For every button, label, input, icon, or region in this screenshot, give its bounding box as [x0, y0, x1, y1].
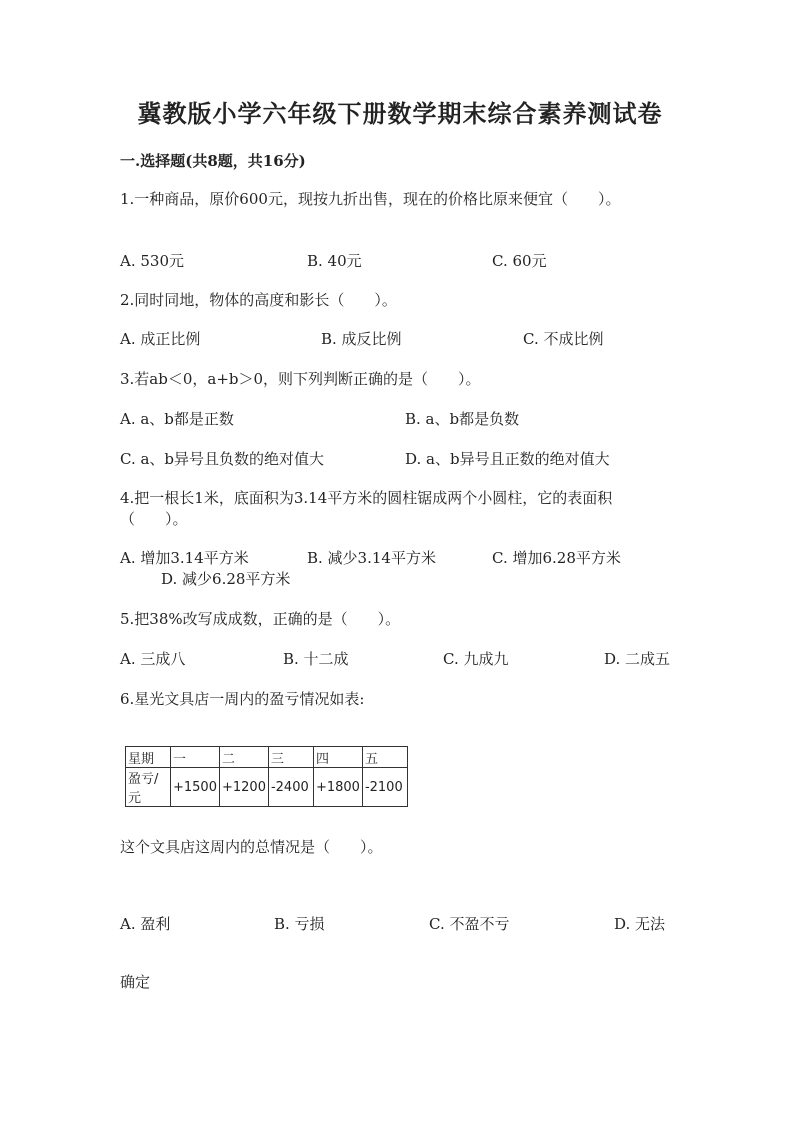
question-1: 1.一种商品，原价600元，现按九折出售，现在的价格比原来便宜（ ）。	[120, 190, 621, 208]
q5-option-b: B. 十二成	[283, 650, 349, 668]
question-4-line-2: （ ）。	[120, 510, 188, 528]
table-header-cell: 四	[313, 747, 362, 768]
q6-option-c: C. 不盈不亏	[429, 915, 510, 933]
q3-option-a: A. a、b都是正数	[120, 410, 234, 428]
table-header-cell: 星期	[126, 747, 171, 768]
table-header-cell: 五	[362, 747, 407, 768]
q6-option-d-continuation: 确定	[120, 973, 151, 991]
table-cell: +1800	[313, 768, 362, 807]
question-3: 3.若ab＜0，a+b＞0，则下列判断正确的是（ ）。	[120, 370, 481, 388]
table-cell: -2400	[268, 768, 313, 807]
q4-option-b: B. 减少3.14平方米	[307, 549, 436, 567]
question-2: 2.同时同地，物体的高度和影长（ ）。	[120, 291, 397, 309]
q1-option-a: A. 530元	[120, 252, 184, 270]
q4-option-a: A. 增加3.14平方米	[120, 549, 249, 567]
q6-option-a: A. 盈利	[120, 915, 171, 933]
q4-option-d: D. 减少6.28平方米	[161, 570, 291, 588]
q5-option-c: C. 九成九	[443, 650, 509, 668]
q3-option-c: C. a、b异号且负数的绝对值大	[120, 450, 325, 468]
q2-option-c: C. 不成比例	[523, 330, 604, 348]
table-header-cell: 一	[171, 747, 220, 768]
q2-option-a: A. 成正比例	[120, 330, 201, 348]
table-cell: +1500	[171, 768, 220, 807]
question-4-line-1: 4.把一根长1米，底面积为3.14平方米的圆柱锯成两个小圆柱，它的表面积	[120, 489, 613, 507]
question-5: 5.把38%改写成成数，正确的是（ ）。	[120, 610, 401, 628]
question-6: 6.星光文具店一周内的盈亏情况如表:	[120, 690, 365, 708]
table-header-row	[126, 747, 408, 768]
q6-option-d: D. 无法	[614, 915, 666, 933]
section-heading: 一.选择题(共8题，共16分)	[120, 152, 306, 170]
page-title: 冀教版小学六年级下册数学期末综合素养测试卷	[137, 99, 663, 128]
profit-loss-table	[125, 746, 408, 807]
table-cell: 盈亏/元	[126, 768, 171, 807]
table-header-cell: 二	[219, 747, 268, 768]
q2-option-b: B. 成反比例	[321, 330, 402, 348]
q1-option-b: B. 40元	[307, 252, 362, 270]
q4-option-c: C. 增加6.28平方米	[492, 549, 621, 567]
q3-option-b: B. a、b都是负数	[405, 410, 520, 428]
table-cell: -2100	[362, 768, 407, 807]
table-cell: +1200	[219, 768, 268, 807]
q5-option-d: D. 二成五	[604, 650, 671, 668]
q1-option-c: C. 60元	[492, 252, 547, 270]
q3-option-d: D. a、b异号且正数的绝对值大	[405, 450, 610, 468]
table-row	[126, 768, 408, 807]
q6-option-b: B. 亏损	[274, 915, 325, 933]
q5-option-a: A. 三成八	[120, 650, 186, 668]
question-6-prompt: 这个文具店这周内的总情况是（ ）。	[120, 838, 383, 856]
table-header-cell: 三	[268, 747, 313, 768]
